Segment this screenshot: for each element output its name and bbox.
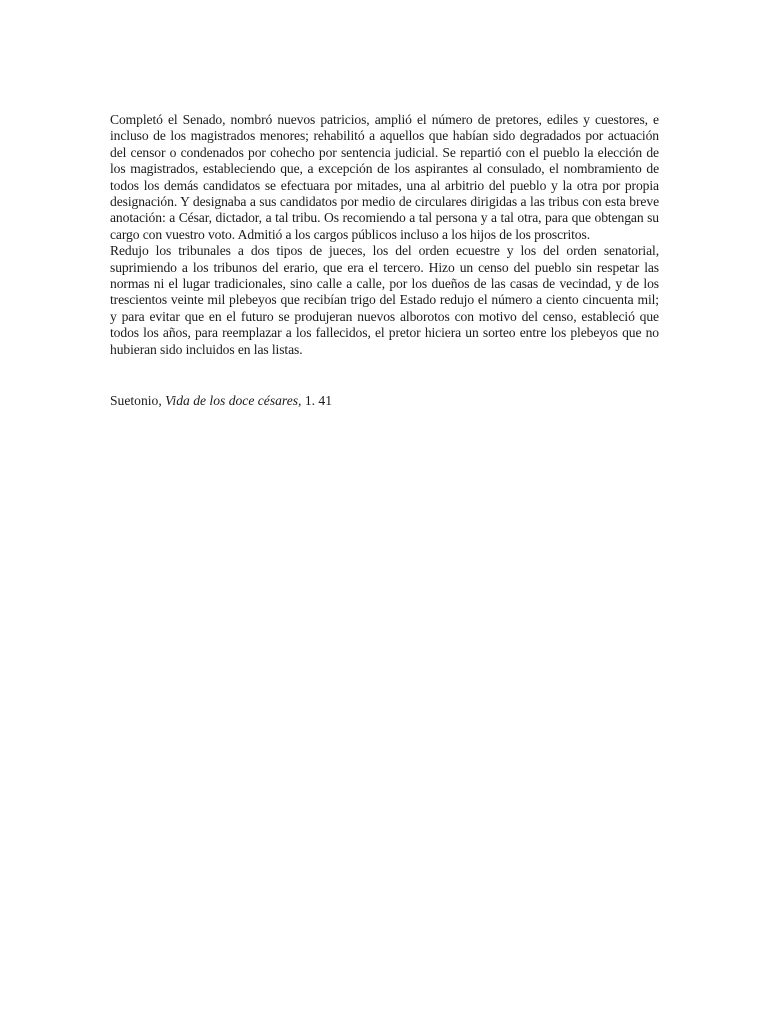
citation-reference: 1. 41 (304, 393, 333, 408)
citation-author: Suetonio, (110, 393, 162, 408)
citation-work-title: Vida de los doce césares, (165, 393, 302, 408)
body-text (110, 112, 659, 358)
paragraph: Completó el Senado, nombró nuevos patricios, amplió el número de pretores, ediles y cuestores, e incluso de los magistrados menores; rehabilitó a aquellos que habían sido degradados por actuación del censor o condenados por cohecho por sentencia judicial. Se repartió con el pueblo la elección de los magistrados, estableciendo que, a excepción de los aspirantes al consulado, el nombramiento de todos los demás candidatos se efectuara por mitades, una al arbitrio del pueblo y la otra por propia designación. Y designaba a sus candidatos por medio de circulares dirigidas a las tribus con esta breve anotación: a César, dictador, a tal tribu. Os recomiendo a tal persona y a tal otra, para que obtengan su cargo con vuestro voto. Admitió a los cargos públicos incluso a los hijos de los proscritos. (110, 112, 659, 242)
paragraph: Redujo los tribunales a dos tipos de jueces, los del orden ecuestre y los del orden senatorial, suprimiendo a los tribunos del erario, que era el tercero. Hizo un censo del pueblo sin respetar las normas ni el lugar tradicionales, sino calle a calle, por los dueños de las casas de vecindad, y de los trescientos veinte mil plebeyos que recibían trigo del Estado redujo el número a ciento cincuenta mil; y para evitar que en el futuro se produjeran nuevos alborotos con motivo del censo, estableció que todos los años, para reemplazar a los fallecidos, el pretor hiciera un sorteo entre los plebeyos que no hubieran sido incluidos en las listas. (110, 243, 659, 357)
source-citation (110, 393, 332, 409)
